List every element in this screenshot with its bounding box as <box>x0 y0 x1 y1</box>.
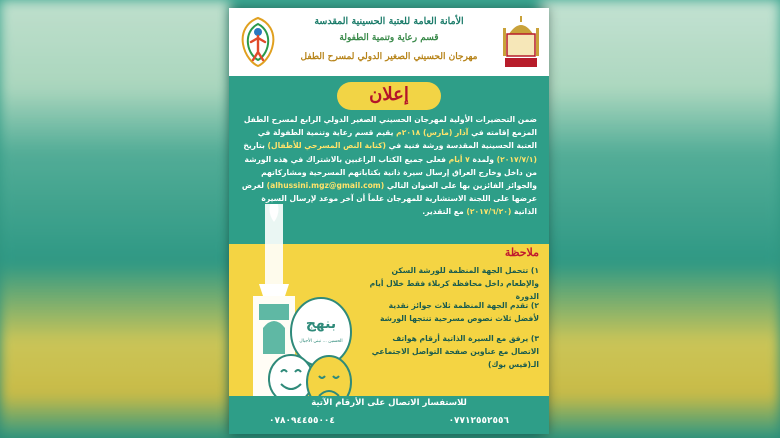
title-banner <box>337 82 441 110</box>
body-duration: ٧ أيام <box>448 154 470 164</box>
background-blur-left <box>0 0 230 438</box>
header-line-1: الأمانة العامة للعتبة الحسينية المقدسة <box>314 16 464 27</box>
background-blur-right <box>540 0 780 438</box>
festival-logo-icon <box>237 14 279 70</box>
header-line-3: مهرجان الحسيني الصغير الدولي لمسرح الطفل <box>300 52 478 62</box>
header-line-2: قسم رعاية وتنمية الطفولة <box>339 33 439 43</box>
body-part-4: ولمدة <box>472 154 495 164</box>
body-part-3: بتاريخ <box>243 141 265 151</box>
body-part-6: لغرض عرضها على اللجنة الاستشارية للمهرجان علماً أن آخر موعد لإرسال السيرة الذاتية <box>241 181 537 217</box>
art-badge-text: بنهج <box>305 316 337 332</box>
poster-footer <box>229 396 549 434</box>
notes-title: ملاحظة <box>504 246 539 259</box>
announcement-body <box>241 113 537 219</box>
announcement-poster <box>229 8 549 434</box>
note-item: ١) تتحمل الجهة المنظمة للورشة السكن والإطعام داخل محافظة كربلاء فقط خلال أيام الدورة <box>369 266 539 301</box>
phone-number: ٠٧٨٠٩٤٤٥٥٠٠٤ <box>269 416 335 426</box>
body-part-7: مع التقدير. <box>422 207 464 217</box>
phone-number: ٠٧٧١٢٥٥٢٥٥٦ <box>448 416 509 426</box>
note-item: ٣) يرفق مع السيرة الذاتية أرقام هواتف الاتصال مع عناوين صفحة التواصل الاجتماعي الـ(فيس بوك) <box>371 334 539 369</box>
poster-header <box>229 8 549 76</box>
body-part-1: ضمن التحضيرات الأولية لمهرجان الحسيني الصغير الدولي الرابع لمسرح الطفل المزمع إقامته في <box>243 115 537 138</box>
body-deadline: (٢٠١٧/٦/٢٠) <box>466 207 512 217</box>
body-month: آذار (مارس) ٢٠١٨م <box>396 128 469 138</box>
announcement-title: إعلان <box>369 84 409 105</box>
contact-label: للاستفسار الاتصال على الأرقام الآتية <box>311 398 467 408</box>
shrine-logo <box>501 14 541 70</box>
body-part-5: فعلى جميع الكتاب الراغبين بالاشتراك في هذه الورشة من داخل وخارج العراق إرسال سيرة ذاتية بكتاباتهم المسرحية ومشاركاتهم والجوائز الفائزين بها على العنوان التالي <box>244 154 537 191</box>
contact-email: (alhussini.mgz@gmail.com) <box>266 181 385 191</box>
body-date: (٢٠١٧/٧/١) <box>496 154 537 164</box>
art-badge-subtitle: الحسين ... نبني الأجيال <box>299 339 343 344</box>
note-item: ٢) تقدم الجهة المنظمة ثلاث جوائز نقدية لأفضل ثلاث نصوص مسرحية تنتجها الورشة <box>379 301 539 323</box>
body-workshop: (كتابة النص المسرحي للأطفال) <box>267 141 386 151</box>
shrine-dome-icon <box>501 14 541 70</box>
body-part-2: يقيم قسم رعاية وتنمية الطفولة في العتبة الحسينية المقدسة ورشة فنية في <box>257 128 537 151</box>
